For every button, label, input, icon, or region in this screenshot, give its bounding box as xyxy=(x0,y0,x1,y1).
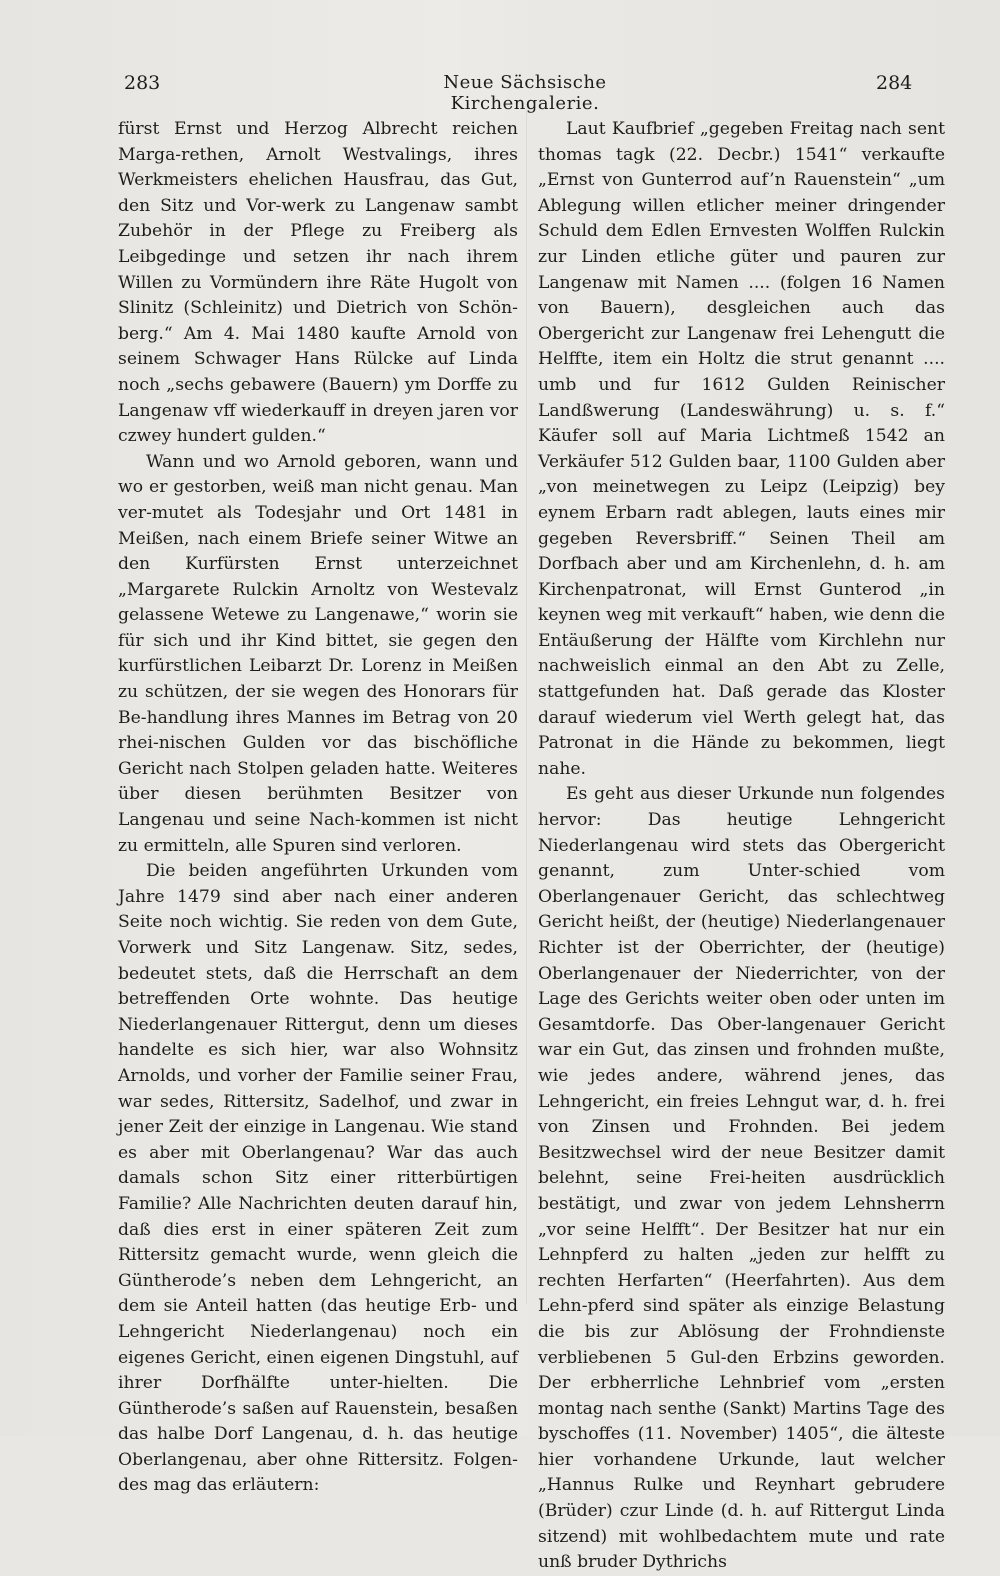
running-title: Neue Sächsische Kirchengalerie. xyxy=(443,72,607,114)
left-paragraph-2: Wann und wo Arnold geboren, wann und wo er gestorben, weiß man nicht genau. Man ver-mutet als Todesjahr und Ort 1481 in Meißen, nach einem Briefe seiner Witwe an den Kurfürsten Ernst unterzeichnet „Margarete Rulckin Arnoltz von Westevalz gelassene Wetewe zu Langenawe,“ worin sie für sich und ihr Kind bittet, sie gegen den kurfürstlichen Leibarzt Dr. Lorenz in Meißen zu schützen, der sie wegen des Honorars für Be-handlung ihres Mannes im Betrag von 20 rhei-nischen Gulden vor das bischöfliche Gericht nach Stolpen geladen hatte. Weiteres über diesen berühmten Besitzer von Langenau und seine Nach-kommen ist nicht zu ermitteln, alle Spuren sind verloren. xyxy=(118,451,518,856)
left-paragraph-1: fürst Ernst und Herzog Albrecht reichen Marga-rethen, Arnolt Westvalings, ihres Werkmeisters ehelichen Hausfrau, das Gut, den Sitz und Vor-werk zu Langenaw sambt Zubehör in der Pflege zu Freiberg als Leibgedinge und setzen ihr nach ihrem Willen zu Vormündern ihre Räte Hugolt von Slinitz (Schleinitz) und Dietrich von Schön-berg.“ Am 4. Mai 1480 kaufte Arnold von seinem Schwager Hans Rülcke auf Linda noch „sechs gebawere (Bauern) ym Dorffe zu Langenaw vff wiederkauff in dreyen jaren vor czwey hundert gulden.“ xyxy=(118,119,518,447)
left-column xyxy=(118,117,518,1499)
right-paragraph-1: Laut Kaufbrief „gegeben Freitag nach sent thomas tagk (22. Decbr.) 1541“ verkaufte „Ernst von Gunterrod auf’n Rauenstein“ „um Ablegung willen etlicher meiner dringender Schuld dem Edlen Ernvesten Wolffen Rulckin zur Linden etliche güter und pauren zur Langenaw mit Namen .... (folgen 16 Namen von Bauern), desgleichen auch das Obergericht zur Langenaw frei Lehengutt die Helffte, item ein Holtz die strut genannt .... umb und fur 1612 Gulden Reinischer Landßwerung (Landeswährung) u. s. f.“ Käufer soll auf Maria Lichtmeß 1542 an Verkäufer 512 Gulden baar, 1100 Gulden aber „von meinetwegen zu Leipz (Leipzig) bey eynem Erbarn radt ablegen, lauts eines mir gegeben Reversbriff.“ Seinen Theil am Dorfbach aber und am Kirchenlehn, d. h. am Kirchenpatronat, will Ernst Gunterod „in keynen weg mit verkauft“ haben, wie denn die Entäußerung der Hälfte vom Kirchlehn nur nachweislich einmal an den Abt zu Zelle, stattgefunden hat. Daß gerade das Kloster darauf wiederum viel Werth gelegt hat, das Patronat in die Hände zu bekommen, liegt nahe. xyxy=(538,119,945,779)
page-number-left: 283 xyxy=(124,72,161,94)
column-divider xyxy=(526,108,527,1304)
right-paragraph-2: Es geht aus dieser Urkunde nun folgendes hervor: Das heutige Lehngericht Niederlangenau wird stets das Obergericht genannt, zum Unter-schied vom Oberlangenauer Gericht, das schlechtweg Gericht heißt, der (heutige) Niederlangenauer Richter ist der Oberrichter, der (heutige) Oberlangenauer der Niederrichter, von der Lage des Gerichts weiter oben oder unten im Gesamtdorfe. Das Ober-langenauer Gericht war ein Gut, das zinsen und frohnden mußte, wie jedes andere, während jenes, das Lehngericht, ein freies Lehngut war, d. h. frei von Zinsen und Frohnden. Bei jedem Besitzwechsel wird der neue Besitzer damit belehnt, seine Frei-heiten ausdrücklich bestätigt, und zwar von jedem Lehnsherrn „vor seine Helfft“. Der Besitzer hat nur ein Lehnpferd zu halten „jeden zur helfft zu rechten Herfarten“ (Heerfahrten). Aus dem Lehn-pferd sind später als einzige Belastung die bis zur Ablösung der Frohndienste verbliebenen 5 Gul-den Erbzins geworden. Der erbherrliche Lehnbrief vom „ersten montag nach senthe (Sankt) Martins Tage des byschoffes (11. November) 1405“, die älteste hier vorhandene Urkunde, laut welcher „Hannus Rulke und Reynhart gebrudere (Brüder) czur Linde (d. h. auf Rittergut Linda sitzend) mit wohlbedachtem mute und rate unß bruder Dythrichs xyxy=(538,784,945,1573)
left-paragraph-3: Die beiden angeführten Urkunden vom Jahre 1479 sind aber nach einer anderen Seite noch wichtig. Sie reden von dem Gute, Vorwerk und Sitz Langenaw. Sitz, sedes, bedeutet stets, daß die Herrschaft an dem betreffenden Orte wohnte. Das heutige Niederlangenauer Rittergut, denn um dieses handelte es sich hier, war also Wohnsitz Arnolds, und vorher der Familie seiner Frau, war sedes, Rittersitz, Sadelhof, und zwar in jener Zeit der einzige in Langenau. Wie stand es aber mit Oberlangenau? War das auch damals schon Sitz einer ritterbürtigen Familie? Alle Nachrichten deuten darauf hin, daß dies erst in einer späteren Zeit zum Rittersitz gemacht wurde, wenn gleich die Güntherode’s neben dem Lehngericht, an dem sie Anteil hatten (das heutige Erb- und Lehngericht Niederlangenau) noch ein eigenes Gericht, einen eigenen Dingstuhl, auf ihrer Dorfhälfte unter-hielten. Die Güntherode’s saßen auf Rauenstein, besaßen das halbe Dorf Langenau, d. h. das heutige Oberlangenau, aber ohne Rittersitz. Folgen-des mag das erläutern: xyxy=(118,861,518,1496)
right-column xyxy=(538,117,945,1576)
page-number-right: 284 xyxy=(876,72,913,94)
